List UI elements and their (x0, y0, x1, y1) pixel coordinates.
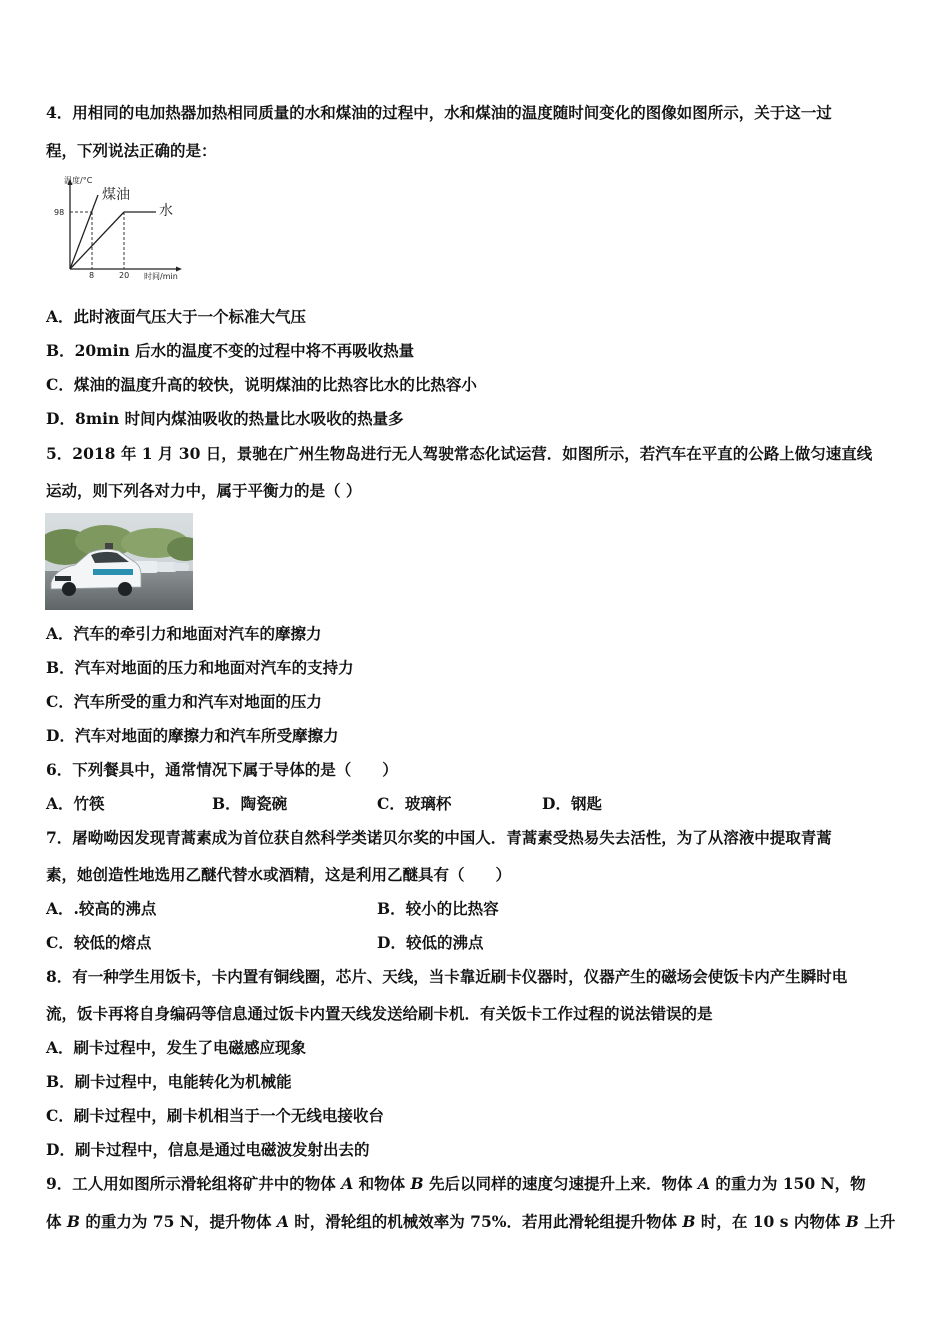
q7-stem-line2: 素，她创造性地选用乙醚代替水或酒精，这是利用乙醚具有（ ） (46, 865, 512, 884)
q8-stem-line1: 8．有一种学生用饭卡，卡内置有铜线圈，芯片、天线，当卡靠近刷卡仪器时，仪器产生的磁场会使饭卡内产生瞬时电 (46, 967, 848, 986)
q8-option-d: D．刷卡过程中，信息是通过电磁波发射出去的 (46, 1140, 370, 1159)
water-label: 水 (159, 203, 173, 219)
q5-autonomous-car-photo (45, 513, 193, 610)
q7-option-b: B．较小的比热容 (377, 899, 499, 918)
q6-option-a: A．竹筷 (46, 794, 105, 813)
q5-option-a: A．汽车的牵引力和地面对汽车的摩擦力 (46, 624, 322, 643)
q4-stem-line1: 4．用相同的电加热器加热相同质量的水和煤油的过程中，水和煤油的温度随时间变化的图像如图所示，关于这一过 (46, 103, 832, 122)
y-axis-label: 温度/°C (64, 176, 93, 185)
x-tick-20: 20 (119, 271, 130, 280)
q4-option-d: D．8min 时间内煤油吸收的热量比水吸收的热量多 (46, 409, 404, 428)
q8-option-c: C．刷卡过程中，刷卡机相当于一个无线电接收台 (46, 1106, 384, 1125)
q4-option-b: B．20min 后水的温度不变的过程中将不再吸收热量 (46, 341, 415, 360)
q4-option-c: C．煤油的温度升高的较快，说明煤油的比热容比水的比热容小 (46, 375, 477, 394)
q5-option-c: C．汽车所受的重力和汽车对地面的压力 (46, 692, 322, 711)
q9-stem-line2: 体 B 的重力为 75 N，提升物体 A 时，滑轮组的机械效率为 75%．若用此滑轮组提升物体 B 时，在 10 s 内物体 B 上升 (46, 1212, 896, 1231)
q8-option-a: A．刷卡过程中，发生了电磁感应现象 (46, 1038, 307, 1057)
q6-option-c: C．玻璃杯 (377, 794, 452, 813)
q7-option-a: A．.较高的沸点 (46, 899, 157, 918)
q5-option-d: D．汽车对地面的摩擦力和汽车所受摩擦力 (46, 726, 339, 745)
x-axis-label: 时间/min (144, 272, 178, 281)
q5-stem-line1: 5．2018 年 1 月 30 日，景驰在广州生物岛进行无人驾驶常态化试运营．如图所示，若汽车在平直的公路上做匀速直线 (46, 444, 873, 463)
x-tick-8: 8 (89, 271, 95, 280)
q7-option-d: D．较低的沸点 (377, 933, 484, 952)
q5-option-b: B．汽车对地面的压力和地面对汽车的支持力 (46, 658, 354, 677)
q7-option-c: C．较低的熔点 (46, 933, 152, 952)
q9-stem-line1: 9．工人用如图所示滑轮组将矿井中的物体 A 和物体 B 先后以同样的速度匀速提升上来．物体 A 的重力为 150 N，物 (46, 1174, 866, 1193)
q7-stem-line1: 7．屠呦呦因发现青蒿素成为首位获自然科学类诺贝尔奖的中国人．青蒿素受热易失去活性，为了从溶液中提取青蒿 (46, 828, 832, 847)
q6-option-b: B．陶瓷碗 (212, 794, 288, 813)
water-curve (70, 212, 124, 269)
q4-temperature-graph (52, 173, 192, 281)
q8-stem-line2: 流，饭卡再将自身编码等信息通过饭卡内置天线发送给刷卡机．有关饭卡工作过程的说法错误的是 (46, 1004, 713, 1023)
q8-option-b: B．刷卡过程中，电能转化为机械能 (46, 1072, 292, 1091)
y-tick-98: 98 (54, 208, 65, 217)
q6-stem: 6．下列餐具中，通常情况下属于导体的是（ ） (46, 760, 398, 779)
kerosene-curve (70, 195, 98, 269)
q4-stem-line2: 程，下列说法正确的是： (46, 141, 217, 160)
q6-option-d: D．钢匙 (542, 794, 602, 813)
kerosene-label: 煤油 (102, 187, 130, 203)
q5-stem-line2: 运动，则下列各对力中，属于平衡力的是（ ） (46, 481, 362, 500)
q4-option-a: A．此时液面气压大于一个标准大气压 (46, 307, 307, 326)
